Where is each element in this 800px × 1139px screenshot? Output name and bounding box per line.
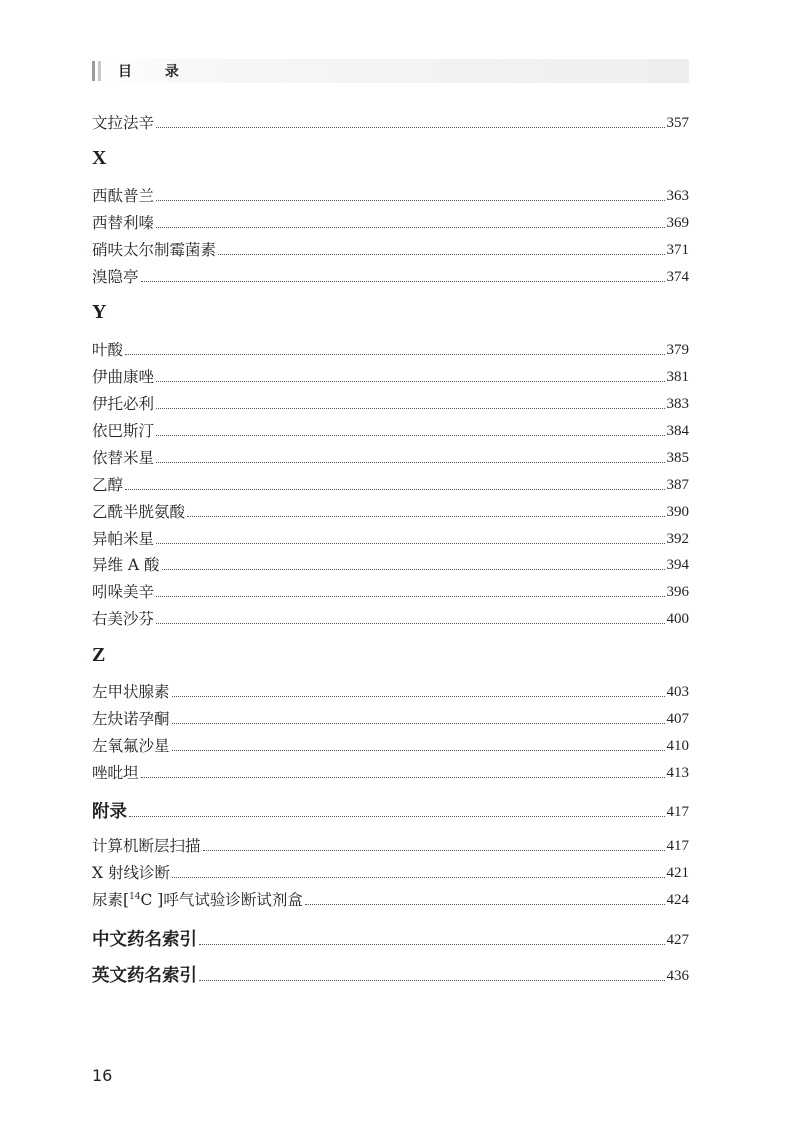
toc-entry[interactable] [92,338,689,360]
toc-entry[interactable] [92,888,689,910]
toc-entry-page: 379 [666,342,689,358]
toc-entry-name: 异帕米星 [92,530,155,548]
toc-entry-name: 依巴斯汀 [92,422,155,440]
toc-entry[interactable] [92,392,689,414]
dot-leader [156,199,664,201]
dot-leader [156,434,664,436]
dot-leader [156,226,664,228]
toc-entry-page: 385 [666,450,689,466]
dot-leader [187,515,664,517]
dot-leader [156,622,664,624]
toc-entry-page: 396 [666,584,689,600]
toc-entry[interactable] [92,500,689,522]
dot-leader [172,749,665,751]
toc-entry[interactable] [92,365,689,387]
page-number: 16 [92,1066,113,1085]
toc-entry-page: 387 [666,477,689,493]
toc-entry[interactable] [92,446,689,468]
toc-entry[interactable] [92,553,689,575]
toc-entry-name: 左氧氟沙星 [92,737,170,755]
running-header [92,59,689,83]
toc-entry-page: 381 [666,369,689,385]
toc-entry-page: 369 [666,215,689,231]
toc-entry-page: 363 [666,188,689,204]
toc-entry-name: 依替米星 [92,449,155,467]
toc-entry[interactable] [92,861,689,883]
toc-entry-page: 410 [666,738,689,754]
toc-entry-name: X 射线诊断 [92,864,170,882]
toc-entry-name: 中文药名索引 [92,930,197,950]
toc-entry-name: 乙酰半胱氨酸 [92,503,186,521]
toc-entry-name: 唑吡坦 [92,764,139,782]
toc-entry-page: 417 [666,838,689,854]
section-letter-y: Y [92,301,107,323]
toc-entry-index[interactable] [92,960,689,986]
toc-entry[interactable] [92,580,689,602]
dot-leader [218,253,664,255]
toc-entry-page: 421 [666,865,689,881]
dot-leader [156,542,664,544]
dot-leader [199,943,665,945]
toc-entry-name: 乙醇 [92,476,124,494]
toc-entry[interactable] [92,834,689,856]
toc-entry-page: 403 [666,684,689,700]
toc-entry[interactable] [92,419,689,441]
dot-leader [156,126,664,128]
toc-entry-page: 427 [666,932,689,948]
header-bar-mark [92,61,95,81]
toc-entry[interactable] [92,680,689,702]
name-suffix: C ]呼气试验诊断试剂盒 [140,891,303,909]
toc-entry-name: 左甲状腺素 [92,683,170,701]
toc-entry-name: 西酞普兰 [92,187,155,205]
toc-entry[interactable] [92,734,689,756]
dot-leader [141,280,665,282]
dot-leader [125,488,664,490]
dot-leader [172,695,665,697]
dot-leader [156,461,664,463]
toc-entry[interactable] [92,265,689,287]
toc-entry-name [92,887,303,910]
toc-entry-name: 附录 [92,802,127,822]
toc-entry[interactable] [92,761,689,783]
dot-leader [156,407,664,409]
toc-entry-name: 溴隐亭 [92,268,139,286]
toc-entry-page: 417 [666,804,689,820]
toc-entry-appendix[interactable] [92,796,689,822]
header-title: 目 录 [118,64,193,80]
dot-leader [172,722,665,724]
toc-entry[interactable] [92,111,689,133]
toc-entry[interactable] [92,184,689,206]
toc-entry-name: 英文药名索引 [92,966,197,986]
dot-leader [203,849,665,851]
toc-entry[interactable] [92,238,689,260]
toc-entry-name: 吲哚美辛 [92,583,155,601]
dot-leader [199,979,665,981]
toc-entry-page: 357 [666,115,689,131]
toc-entry-page: 383 [666,396,689,412]
dot-leader [305,903,665,905]
toc-entry-page: 392 [666,531,689,547]
toc-entry[interactable] [92,211,689,233]
toc-entry-name: 伊托必利 [92,395,155,413]
section-letter-x: X [92,147,107,169]
toc-entry-page: 390 [666,504,689,520]
section-letter-z: Z [92,644,106,666]
toc-entry-name: 右美沙芬 [92,610,155,628]
toc-entry-page: 436 [666,968,689,984]
toc-entry-page: 374 [666,269,689,285]
toc-entry-page: 384 [666,423,689,439]
toc-entry-name: 伊曲康唑 [92,368,155,386]
dot-leader [156,380,664,382]
dot-leader [156,595,664,597]
toc-entry-name: 异维 A 酸 [92,556,160,574]
toc-entry[interactable] [92,707,689,729]
toc-entry-page: 394 [666,557,689,573]
toc-entry-name: 硝呋太尔制霉菌素 [92,241,217,259]
toc-entry[interactable] [92,527,689,549]
toc-entry-page: 424 [666,892,689,908]
toc-entry-index[interactable] [92,924,689,950]
header-bar-mark [98,61,101,81]
name-prefix: 尿素[ [92,891,130,909]
toc-entry-page: 400 [666,611,689,627]
toc-entry-name: 计算机断层扫描 [92,837,201,855]
isotope-superscript: 14 [129,892,141,902]
dot-leader [125,353,664,355]
toc-entry-page: 407 [666,711,689,727]
toc-entry-name: 叶酸 [92,341,124,359]
toc-entry[interactable] [92,607,689,629]
dot-leader [141,776,665,778]
toc-entry-name: 文拉法辛 [92,114,155,132]
dot-leader [172,876,665,878]
toc-entry-page: 371 [666,242,689,258]
toc-entry[interactable] [92,473,689,495]
dot-leader [162,568,665,570]
toc-entry-name: 左炔诺孕酮 [92,710,170,728]
toc-entry-page: 413 [666,765,689,781]
toc-entry-name: 西替利嗪 [92,214,155,232]
dot-leader [129,815,665,817]
